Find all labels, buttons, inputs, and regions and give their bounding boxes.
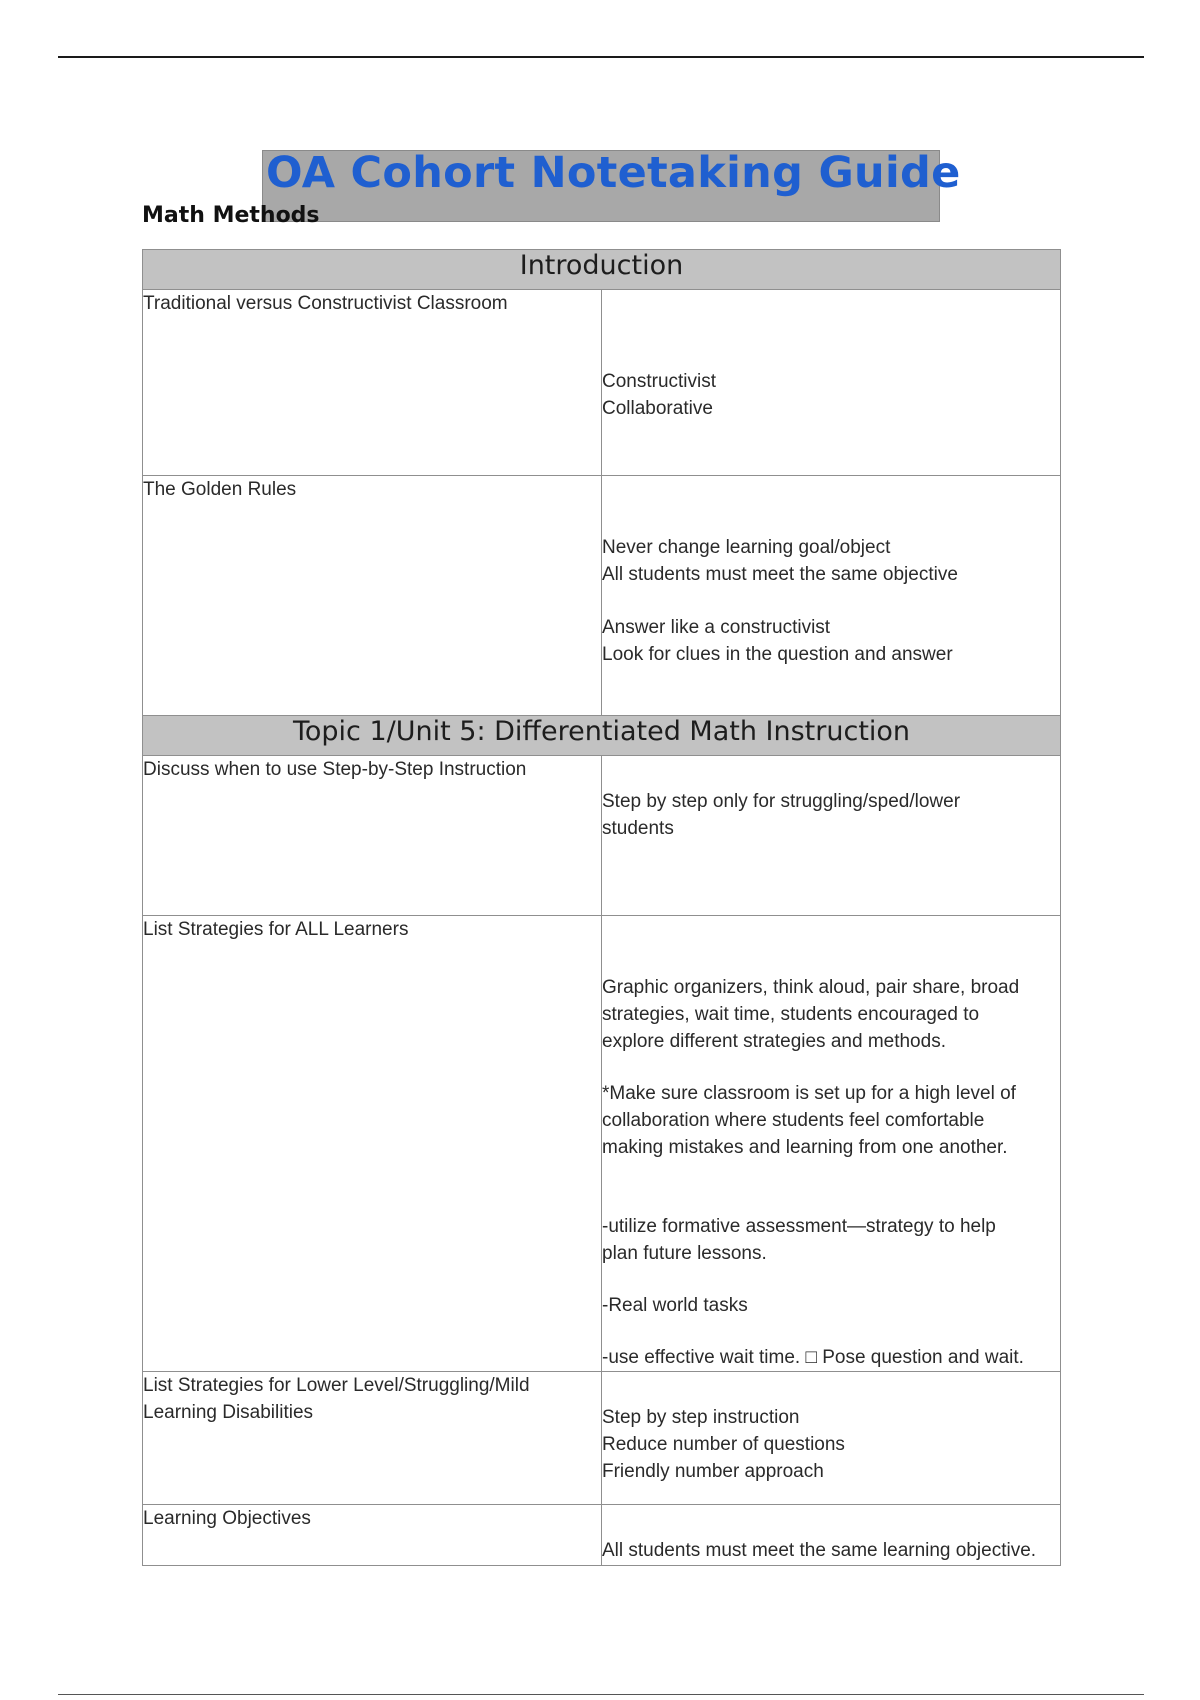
answer-text: All students must meet the same learning objective. xyxy=(602,1540,1037,1561)
prompt-cell: Learning Objectives xyxy=(143,1505,602,1566)
section-header-row xyxy=(143,250,1061,290)
answer-cell xyxy=(602,916,1061,1372)
answer-text: -Real world tasks xyxy=(602,1295,748,1316)
table-row xyxy=(143,1372,1061,1505)
answer-cell xyxy=(602,476,1061,716)
prompt-cell: Traditional versus Constructivist Classroom xyxy=(143,290,602,476)
notetaking-table xyxy=(142,249,1061,1566)
table-row xyxy=(143,476,1061,716)
answer-text: -utilize formative assessment—strategy to help plan future lessons. xyxy=(602,1216,996,1264)
answer-text: Step by step instruction Reduce number of questions Friendly number approach xyxy=(602,1407,845,1482)
subject-heading: Math Methods xyxy=(142,203,320,228)
answer-cell xyxy=(602,756,1061,916)
table-row xyxy=(143,290,1061,476)
answer-text: Answer like a constructivist Look for clues in the question and answer xyxy=(602,617,953,665)
section-heading-topic-1: Topic 1/Unit 5: Differentiated Math Instruction xyxy=(143,716,1061,756)
document-title: OA Cohort Notetaking Guide xyxy=(266,148,961,198)
prompt-cell: List Strategies for ALL Learners xyxy=(143,916,602,1372)
answer-text: Step by step only for struggling/sped/lower students xyxy=(602,791,961,839)
prompt-cell: The Golden Rules xyxy=(143,476,602,716)
answer-text: -use effective wait time. □ Pose question and wait. xyxy=(602,1347,1024,1368)
top-rule xyxy=(58,56,1144,58)
section-header-row xyxy=(143,716,1061,756)
answer-text: Graphic organizers, think aloud, pair share, broad strategies, wait time, students encouraged to explore different strategies and methods. xyxy=(602,977,1020,1052)
bottom-rule xyxy=(58,1694,1144,1695)
prompt-cell: Discuss when to use Step-by-Step Instruction xyxy=(143,756,602,916)
prompt-cell: List Strategies for Lower Level/Struggling/Mild Learning Disabilities xyxy=(143,1372,602,1505)
answer-cell xyxy=(602,1372,1061,1505)
table-row xyxy=(143,756,1061,916)
answer-text: *Make sure classroom is set up for a high level of collaboration where students feel comfortable making mistakes and learning from one another. xyxy=(602,1083,1016,1158)
answer-text: Constructivist Collaborative xyxy=(602,371,717,419)
answer-cell xyxy=(602,290,1061,476)
table-row xyxy=(143,1505,1061,1566)
answer-text: Never change learning goal/object All students must meet the same objective xyxy=(602,537,958,585)
table-row xyxy=(143,916,1061,1372)
answer-cell xyxy=(602,1505,1061,1566)
section-heading-introduction: Introduction xyxy=(143,250,1061,290)
